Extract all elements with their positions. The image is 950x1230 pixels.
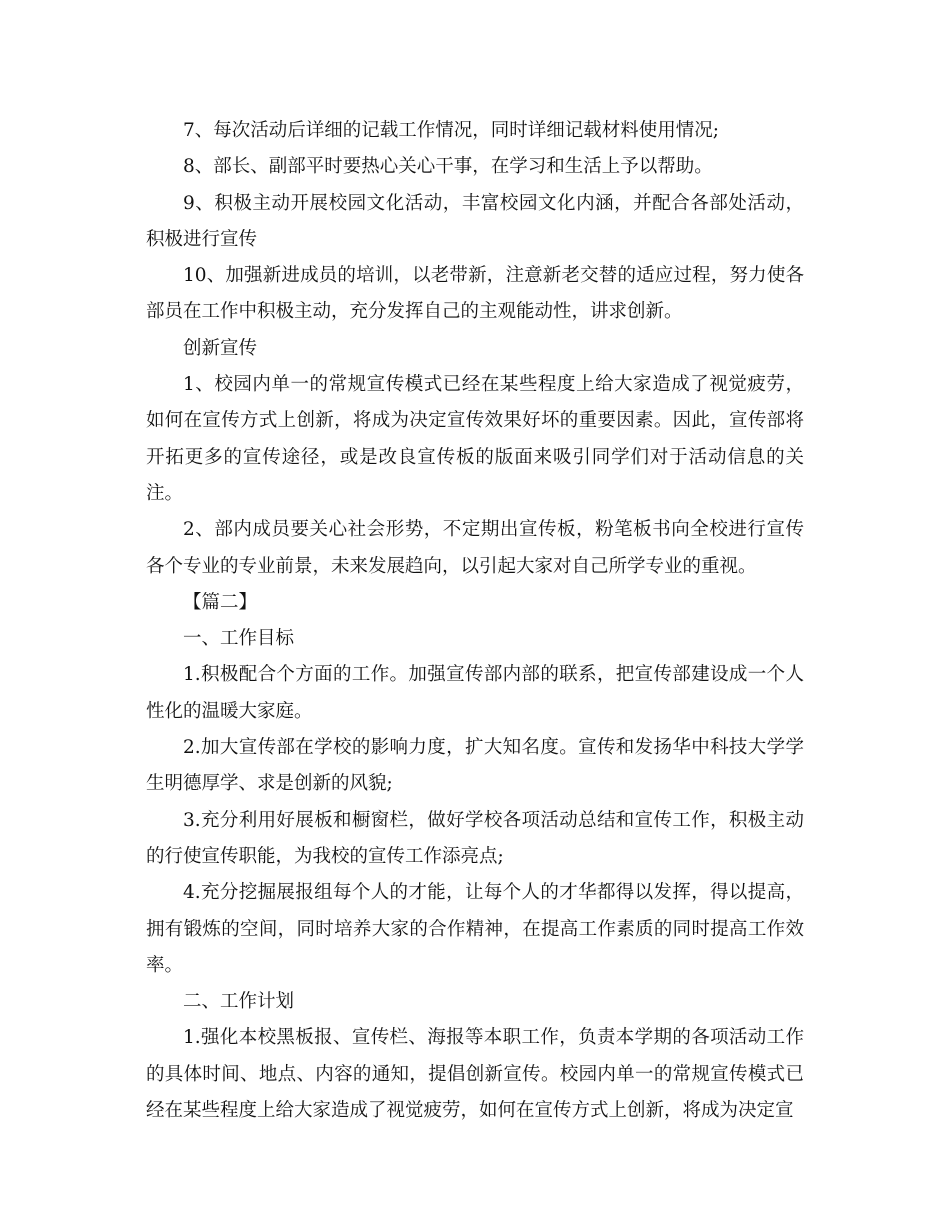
paragraph-item-9: 9、积极主动开展校园文化活动，丰富校园文化内涵，并配合各部处活动，积极进行宣传 xyxy=(146,192,804,250)
paragraph-goal-1: 1.积极配合个方面的工作。加强宣传部内部的联系，把宣传部建设成一个人性化的温暖大家庭。 xyxy=(146,664,804,722)
paragraph-item-7: 7、每次活动后详细的记载工作情况，同时详细记载材料使用情况; xyxy=(183,120,720,141)
paragraph-innovation-2: 2、部内成员要关心社会形势，不定期出宣传板，粉笔板书向全校进行宣传各个专业的专业前景，未来发展趋向，以引起大家对自己所学专业的重视。 xyxy=(146,519,804,577)
section-heading-goals: 一、工作目标 xyxy=(183,628,295,650)
paragraph-item-8: 8、部长、副部平时要热心关心干事，在学习和生活上予以帮助。 xyxy=(183,156,713,178)
part-heading: 【篇二】 xyxy=(183,591,258,613)
paragraph-goal-4: 4.充分挖掘展报组每个人的才能，让每个人的才华都得以发挥，得以提高，拥有锻炼的空间，同时培养大家的合作精神，在提高工作素质的同时提高工作效率。 xyxy=(146,882,804,976)
paragraph-plan-1: 1.强化本校黑板报、宣传栏、海报等本职工作，负责本学期的各项活动工作的具体时间、地点、内容的通知，提倡创新宣传。校园内单一的常规宣传模式已经在某些程度上给大家造成了视觉疲劳，如何在宣传方式上创新，将成为决定宣 xyxy=(146,1027,804,1122)
paragraph-innovation-1: 1、校园内单一的常规宣传模式已经在某些程度上给大家造成了视觉疲劳，如何在宣传方式上创新，将成为决定宣传效果好坏的重要因素。因此，宣传部将开拓更多的宣传途径，或是改良宣传板的版面来吸引同学们对于活动信息的关注。 xyxy=(146,374,804,504)
section-heading-innovation: 创新宣传 xyxy=(183,337,258,359)
paragraph-item-10: 10、加强新进成员的培训，以老带新，注意新老交替的适应过程，努力使各部员在工作中积极主动，充分发挥自己的主观能动性，讲求创新。 xyxy=(146,265,804,323)
document-body xyxy=(146,113,804,1129)
paragraph-goal-3: 3.充分利用好展板和橱窗栏，做好学校各项活动总结和宣传工作，积极主动的行使宣传职能，为我校的宣传工作添亮点; xyxy=(146,809,804,867)
paragraph-goal-2: 2.加大宣传部在学校的影响力度，扩大知名度。宣传和发扬华中科技大学学生明德厚学、求是创新的风貌; xyxy=(146,737,804,795)
section-heading-plan: 二、工作计划 xyxy=(183,991,295,1013)
